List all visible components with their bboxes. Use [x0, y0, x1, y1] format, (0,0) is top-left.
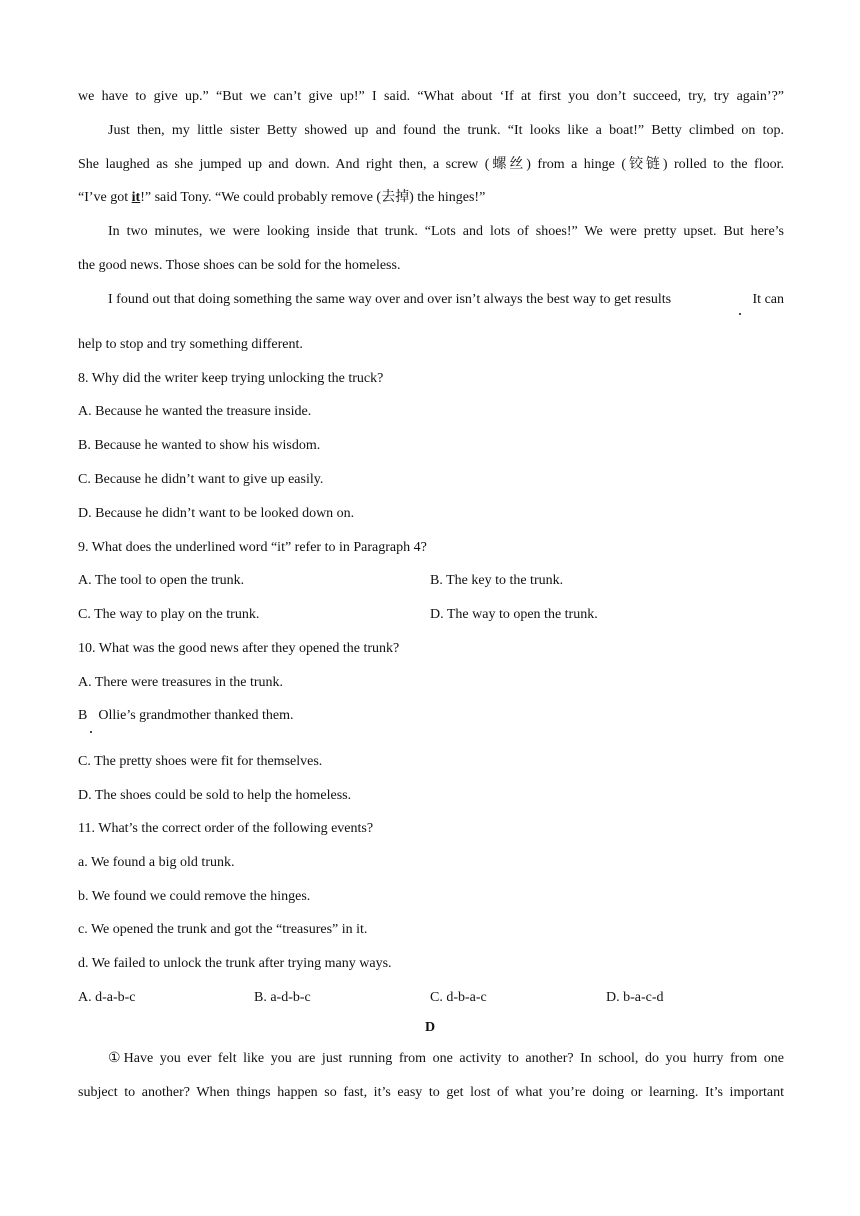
passage-c-paragraph-3-end: we have to give up.” “But we can’t give up!” I said. “What about ‘If at first you don’t succeed, try, try again’?”: [78, 89, 784, 104]
question-10-option-c: C. The pretty shoes were fit for themselves.: [78, 754, 323, 769]
passage-d-paragraph-1-line-2: subject to another? When things happen so fast, it’s easy to get lost of what you’re doing or learning. It’s important: [78, 1085, 784, 1100]
question-11-event-a: a. We found a big old trunk.: [78, 855, 235, 870]
question-10-option-b: [78, 707, 294, 725]
passage-c-paragraph-4-line-1: Just then, my little sister Betty showed up and found the trunk. “It looks like a boat!” Betty climbed on top.: [108, 123, 784, 138]
question-11-option-c: C. d-b-a-c: [430, 990, 487, 1005]
question-9-option-d: D. The way to open the trunk.: [430, 607, 598, 622]
question-9-option-b: B. The key to the trunk.: [430, 573, 564, 588]
question-11-option-b: B. a-d-b-c: [254, 990, 311, 1005]
passage-c-paragraph-4-line-3: [78, 189, 485, 207]
passage-c-paragraph-5-line-2: the good news. Those shoes can be sold for the homeless.: [78, 258, 401, 273]
passage-d-heading: D: [424, 1020, 436, 1035]
question-9-stem: 9. What does the underlined word “it” refer to in Paragraph 4?: [78, 540, 427, 555]
passage-c-paragraph-4-line-2: She laughed as she jumped up and down. And right then, a screw (螺丝) from a hinge (铰链) rolled to the floor.: [78, 157, 784, 172]
paragraph-6-text-a: I found out that doing something the same way over and over isn’t always the best way to get results: [108, 292, 672, 307]
question-11-option-d: D. b-a-c-d: [606, 990, 664, 1005]
option-b-letter: B: [78, 708, 88, 723]
passage-d-paragraph-1-line-1: ①Have you ever felt like you are just running from one activity to another? In school, do you hurry from one: [108, 1051, 784, 1066]
question-11-stem: 11. What’s the correct order of the following events?: [78, 821, 374, 836]
passage-c-paragraph-6-line-2: help to stop and try something different.: [78, 337, 303, 352]
option-b-text: Ollie’s grandmother thanked them.: [98, 708, 294, 723]
question-11-event-c: c. We opened the trunk and got the “treasures” in it.: [78, 922, 368, 937]
passage-c-paragraph-5-line-1: In two minutes, we were looking inside that trunk. “Lots and lots of shoes!” We were pretty upset. But here’s: [108, 224, 784, 239]
question-10-option-d: D. The shoes could be sold to help the homeless.: [78, 788, 352, 803]
paragraph-6-text-b: It can: [752, 292, 784, 307]
question-10-stem: 10. What was the good news after they opened the trunk?: [78, 641, 400, 656]
question-9-option-c: C. The way to play on the trunk.: [78, 607, 260, 622]
question-11-event-b: b. We found we could remove the hinges.: [78, 889, 311, 904]
question-8-stem: 8. Why did the writer keep trying unlocking the truck?: [78, 371, 384, 386]
question-8-option-b: B. Because he wanted to show his wisdom.: [78, 438, 321, 453]
question-8-option-a: A. Because he wanted the treasure inside.: [78, 404, 312, 419]
question-8-option-d: D. Because he didn’t want to be looked down on.: [78, 506, 355, 521]
question-10-option-a: A. There were treasures in the trunk.: [78, 675, 283, 690]
quote-end: !” said Tony. “We could probably remove (去掉) the hinges!”: [140, 190, 486, 205]
passage-c-paragraph-6-line-1: [108, 291, 784, 309]
question-11-event-d: d. We failed to unlock the trunk after trying many ways.: [78, 956, 392, 971]
stray-period-mark: [739, 313, 741, 315]
stray-period-mark: [90, 731, 92, 733]
question-9-option-a: A. The tool to open the trunk.: [78, 573, 245, 588]
quote-start: “I’ve got: [78, 190, 132, 205]
underlined-word-it: it: [131, 190, 141, 205]
question-11-option-a: A. d-a-b-c: [78, 990, 136, 1005]
question-8-option-c: C. Because he didn’t want to give up easily.: [78, 472, 324, 487]
